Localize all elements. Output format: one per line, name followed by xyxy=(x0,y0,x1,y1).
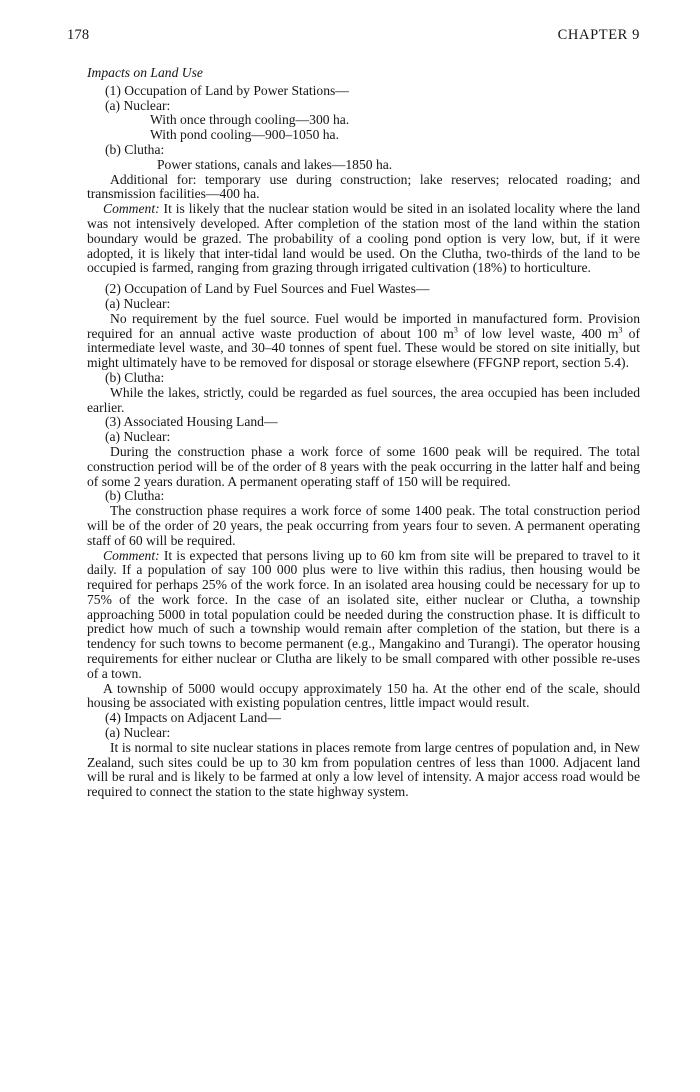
item-3a-text: During the construction phase a work force of some 1600 peak will be required. The total construction period will be of the order of 8 years with the peak occurring in the latter half and being of some 2 years duration. A permanent operating staff of 150 will be required. xyxy=(87,443,640,489)
item-4a-label: (a) Nuclear: xyxy=(105,725,171,741)
item-2a-text-part-2: of low level waste, 400 m xyxy=(457,325,619,341)
section-title: Impacts on Land Use xyxy=(87,65,203,80)
comment-3-label: Comment: xyxy=(103,547,160,563)
item-1a-line-1: With once through cooling—300 ha. xyxy=(150,112,350,128)
comment-1-label: Comment: xyxy=(103,201,160,217)
superscript: 3 xyxy=(453,325,458,335)
item-1b-label: (b) Clutha: xyxy=(105,141,165,157)
comment-1-text: It is likely that the nuclear station would be sited in an isolated locality where the land was not intensively developed. After completion of the station most of the land within the station boundary would be grazed. The probability of a cooling pond option is very low, but, if it were adopted, it is likely that inter-tidal land would be used. On the Clutha, two-thirds of the land to be occupied is farmed, ranging from grazing through irrigated cultivation (18%) to horticulture. xyxy=(87,201,640,276)
item-2b-text: While the lakes, strictly, could be regarded as fuel sources, the area occupied has been included earlier. xyxy=(87,384,640,415)
item-3b-text: The construction phase requires a work force of some 1400 peak. The total construction period will be of the order of 20 years, the peak occurring from years four to seven. A permanent operating staff of 60 will be required. xyxy=(87,503,640,548)
item-1a-line-2: With pond cooling—900–1050 ha. xyxy=(150,127,339,143)
body-text xyxy=(87,66,640,800)
item-2a-text-part-1: No requirement by the fuel source. Fuel would be imported in manufactured form. Provision required for an annual active waste production of about 100 m xyxy=(87,310,640,341)
superscript: 3 xyxy=(618,325,623,335)
item-3a-label: (a) Nuclear: xyxy=(105,429,171,445)
item-1b-line-1: Power stations, canals and lakes—1850 ha. xyxy=(157,156,393,172)
item-3b-label: (b) Clutha: xyxy=(105,488,165,504)
item-1-heading: (1) Occupation of Land by Power Stations— xyxy=(105,82,349,98)
item-2a-label: (a) Nuclear: xyxy=(105,295,171,311)
paragraph-township: A township of 5000 would occupy approximately 150 ha. At the other end of the scale, should housing be associated with existing population centres, little impact would result. xyxy=(87,680,640,711)
item-2a-text xyxy=(87,312,640,371)
item-4-heading: (4) Impacts on Adjacent Land— xyxy=(105,710,281,726)
item-1b-line-2: Additional for: temporary use during construction; lake reserves; relocated roading; and transmission facilities—400 ha. xyxy=(87,171,640,202)
item-2-heading: (2) Occupation of Land by Fuel Sources and Fuel Wastes— xyxy=(105,281,430,297)
item-1a-label: (a) Nuclear: xyxy=(105,97,171,113)
item-2a-text-part-3: of intermediate level waste, and 30–40 tonnes of spent fuel. These would be stored on site initially, but might ultimately have to be removed for disposal or storage elsewhere (FFGNP report, section 5.4). xyxy=(87,325,640,371)
item-3-heading: (3) Associated Housing Land— xyxy=(105,414,278,430)
item-2b-label: (b) Clutha: xyxy=(105,369,165,385)
comment-1 xyxy=(87,202,640,276)
comment-3 xyxy=(87,549,640,682)
chapter-heading: CHAPTER 9 xyxy=(557,27,640,43)
comment-3-text: It is expected that persons living up to 60 km from site will be prepared to travel to it daily. If a population of say 100 000 plus were to live within this radius, then housing would be required for perhaps 25% of the work force. In an isolated area housing could be necessary for up to 75% of the work force. In the case of an isolated site, either nuclear or Clutha, a township approaching 5000 in total population could be needed during the construction phase. It is difficult to predict how much of such a township would remain after completion of the station, but there is a tendency for such towns to become permanent (e.g., Mangakino and Turangi). The operator housing requirements for either nuclear or Clutha are likely to be small compared with other possible re-uses of a town. xyxy=(87,547,640,681)
item-4a-text: It is normal to site nuclear stations in places remote from large centres of population and, in New Zealand, such sites could be up to 30 km from population centres of less than 1000. Adjacent land will be rural and is likely to be farmed at only a low level of intensity. A major access road would be required to connect the station to the state highway system. xyxy=(87,739,640,800)
page-number: 178 xyxy=(67,27,90,43)
